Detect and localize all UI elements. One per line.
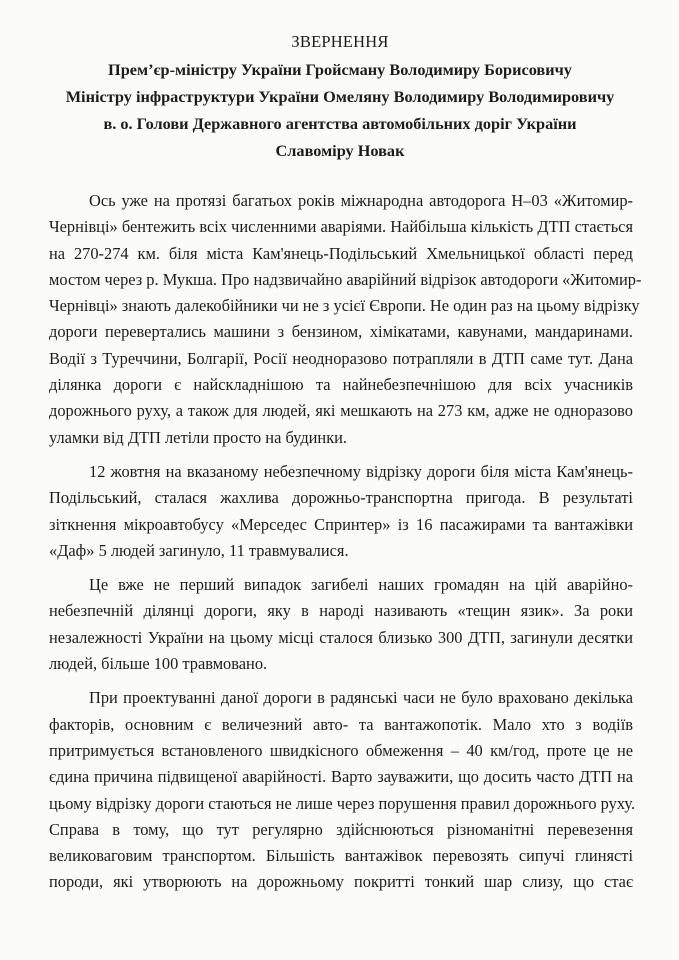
text-line: незалежності України на цьому місці сталося близько 300 ДТП, загинули десятки bbox=[49, 627, 633, 647]
text-line: При проектуванні даної дороги в радянські часи не було враховано декілька bbox=[89, 688, 633, 708]
text-line: Справа в тому, що тут регулярно здійснюються різноманітні перевезення bbox=[49, 819, 633, 839]
document-header bbox=[40, 33, 640, 169]
addressee-line: Міністру інфраструктури України Омеляну Володимиру Володимировичу bbox=[65, 87, 615, 106]
text-line: факторів, основним є величезний авто- та вантажопотік. Мало хто з водіїв bbox=[49, 714, 633, 734]
document-body bbox=[49, 188, 642, 904]
text-line: єдина причина підвищеної аварійності. Варто зауважити, що досить часто ДТП на bbox=[49, 767, 633, 787]
text-line: притримується встановленого швидкісного обмеження – 40 км/год, проте це не bbox=[49, 740, 633, 760]
text-line: великоваговим транспортом. Більшість вантажівок перевозять сипучі глинясті bbox=[49, 846, 633, 866]
addressee-line: в. о. Голови Державного агентства автомобільних доріг України bbox=[103, 114, 577, 133]
text-line: небезпечній ділянці дороги, яку в народі називають «тещин язик». За роки bbox=[49, 601, 633, 621]
paragraph bbox=[49, 459, 633, 564]
text-line: Чернівці» бентежить всіх численними аваріями. Найбільша кількість ДТП стається bbox=[49, 217, 633, 237]
text-line: уламки від ДТП летіли просто на будинки. bbox=[49, 427, 348, 447]
text-line: дорожнього руху, а також для людей, які мешкають на 273 км, адже не одноразово bbox=[49, 401, 633, 421]
text-line: Це вже не перший випадок загибелі наших громадян на цій аварійно- bbox=[89, 575, 633, 595]
paragraph bbox=[49, 572, 633, 677]
text-line: дороги перевертались машини з бензином, хімікатами, кавунами, мандаринами. bbox=[49, 322, 633, 342]
text-line: ділянка дороги є найскладнішою та найнебезпечнішою для всіх учасників bbox=[49, 375, 633, 395]
text-line: 12 жовтня на вказаному небезпечному відрізку дороги біля міста Кам'янець- bbox=[89, 461, 633, 481]
text-line: «Даф» 5 людей загинуло, 11 травмувалися. bbox=[49, 540, 349, 560]
addressee-line: Славоміру Новак bbox=[275, 141, 405, 160]
paragraph bbox=[49, 685, 636, 895]
text-line: Чернівці» знають далекобійники чи не з усієї Європи. Не один раз на цьому відрізку bbox=[49, 296, 640, 316]
text-line: на 270-274 км. біля міста Кам'янець-Подільський Хмельницької області перед bbox=[49, 243, 633, 263]
text-line: людей, більше 100 травмовано. bbox=[49, 654, 268, 674]
text-line: мостом через р. Мукша. Про надзвичайно аварійний відрізок автодороги «Житомир- bbox=[49, 269, 642, 289]
text-line: Водії з Туреччини, Болгарії, Росії неодноразово потрапляли в ДТП саме тут. Дана bbox=[49, 348, 633, 368]
paragraph bbox=[49, 188, 642, 451]
document-title: ЗВЕРНЕННЯ bbox=[291, 32, 389, 51]
text-line: Ось уже на протязі багатьох років міжнародна автодорога Н–03 «Житомир- bbox=[89, 191, 633, 210]
addressee-line: Прем’єр-міністру України Гройсману Володимиру Борисовичу bbox=[108, 60, 572, 79]
text-line: цьому відрізку дороги стаються не лише через порушення правил дорожнього руху. bbox=[49, 793, 636, 813]
text-line: зіткнення мікроавтобусу «Мерседес Спринтер» із 16 пасажирами та вантажівки bbox=[49, 514, 633, 534]
text-line: Подільський, сталася жахлива дорожньо-транспортна пригода. В результаті bbox=[49, 488, 633, 508]
text-line: породи, які утворюють на дорожньому покритті тонкий шар слизу, що стає bbox=[49, 872, 633, 892]
